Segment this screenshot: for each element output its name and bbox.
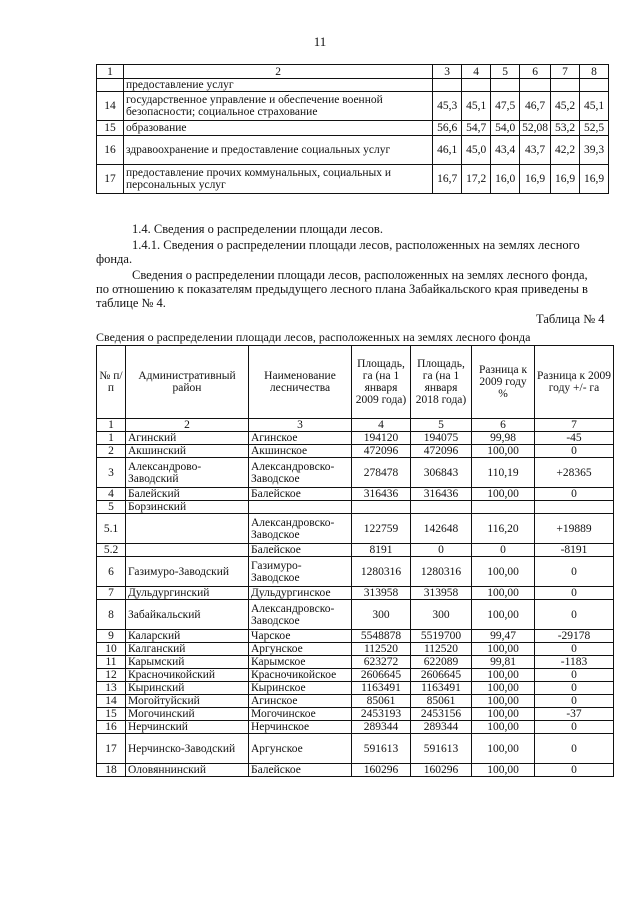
table-row <box>97 458 614 488</box>
table-row <box>97 682 614 695</box>
diff-pct-cell: 0 <box>472 544 535 557</box>
diff-pct-cell: 100,00 <box>472 587 535 600</box>
row-number: 15 <box>97 708 126 721</box>
diff-pct-cell: 100,00 <box>472 488 535 501</box>
header-diff-pct: Разница к 2009 году % <box>472 346 535 419</box>
diff-pct-cell: 100,00 <box>472 695 535 708</box>
district-cell: Калганский <box>126 643 249 656</box>
header-area-2009: Площадь, га (на 1 января 2009 года) <box>352 346 411 419</box>
area-2018-cell: 142648 <box>411 514 472 544</box>
row-number: 10 <box>97 643 126 656</box>
table-row <box>97 721 614 734</box>
table-row <box>97 445 614 458</box>
diff-ha-cell: -45 <box>535 432 614 445</box>
area-2009-cell: 289344 <box>352 721 411 734</box>
cell: 45,1 <box>580 92 609 121</box>
area-2018-cell: 313958 <box>411 587 472 600</box>
col-number: 2 <box>126 419 249 432</box>
paragraph-line: таблице № 4. <box>96 296 166 310</box>
row-label: предоставление прочих коммунальных, социальных и персональных услуг <box>124 165 433 194</box>
area-2009-cell: 316436 <box>352 488 411 501</box>
header-cell: 4 <box>462 65 491 79</box>
row-number: 2 <box>97 445 126 458</box>
area-2009-cell: 85061 <box>352 695 411 708</box>
row-label: здравоохранение и предоставление социальных услуг <box>124 136 433 165</box>
cell: 54,0 <box>491 121 520 136</box>
table-row <box>97 165 609 194</box>
row-number: 14 <box>97 92 124 121</box>
district-cell: Акшинский <box>126 445 249 458</box>
row-number: 18 <box>97 764 126 777</box>
area-2018-cell: 622089 <box>411 656 472 669</box>
row-number: 8 <box>97 600 126 630</box>
area-2009-cell <box>352 501 411 514</box>
table-row <box>97 121 609 136</box>
diff-ha-cell: 0 <box>535 721 614 734</box>
cell: 52,08 <box>520 121 551 136</box>
area-2018-cell: 112520 <box>411 643 472 656</box>
area-2009-cell: 300 <box>352 600 411 630</box>
district-cell: Красночикойский <box>126 669 249 682</box>
diff-ha-cell: 0 <box>535 600 614 630</box>
row-number: 5.2 <box>97 544 126 557</box>
table-row <box>97 432 614 445</box>
col-number: 6 <box>472 419 535 432</box>
table-row <box>97 708 614 721</box>
row-number: 17 <box>97 165 124 194</box>
forestry-cell: Чарское <box>249 630 352 643</box>
cell <box>491 79 520 92</box>
row-number: 5 <box>97 501 126 514</box>
col-number: 4 <box>352 419 411 432</box>
diff-pct-cell: 100,00 <box>472 721 535 734</box>
diff-pct-cell: 99,98 <box>472 432 535 445</box>
diff-pct-cell: 100,00 <box>472 557 535 587</box>
diff-ha-cell: 0 <box>535 445 614 458</box>
diff-ha-cell: -29178 <box>535 630 614 643</box>
row-number: 6 <box>97 557 126 587</box>
diff-pct-cell: 100,00 <box>472 445 535 458</box>
forestry-cell: Аргунское <box>249 734 352 764</box>
area-2018-cell: 1280316 <box>411 557 472 587</box>
table-row <box>97 695 614 708</box>
row-label: предоставление услуг <box>124 79 433 92</box>
header-forestry: Наименование лесничества <box>249 346 352 419</box>
paragraph-line: по отношению к показателям предыдущего лесного плана Забайкальского края приведены в <box>96 282 588 296</box>
district-cell: Борзинский <box>126 501 249 514</box>
cell: 53,2 <box>551 121 580 136</box>
area-2018-cell: 194075 <box>411 432 472 445</box>
cell: 46,7 <box>520 92 551 121</box>
area-2009-cell: 313958 <box>352 587 411 600</box>
diff-ha-cell: 0 <box>535 695 614 708</box>
row-number: 13 <box>97 682 126 695</box>
section-heading: 1.4. Сведения о распределении площади лесов. <box>132 222 383 236</box>
area-2009-cell: 112520 <box>352 643 411 656</box>
forestry-cell: Дульдургинское <box>249 587 352 600</box>
row-label: образование <box>124 121 433 136</box>
diff-ha-cell: +19889 <box>535 514 614 544</box>
row-number: 12 <box>97 669 126 682</box>
row-number: 16 <box>97 136 124 165</box>
table-row <box>97 79 609 92</box>
district-cell: Каларский <box>126 630 249 643</box>
area-2009-cell: 1280316 <box>352 557 411 587</box>
cell: 45,1 <box>462 92 491 121</box>
table-row <box>97 734 614 764</box>
diff-pct-cell <box>472 501 535 514</box>
area-2009-cell: 472096 <box>352 445 411 458</box>
district-cell <box>126 514 249 544</box>
row-number: 1 <box>97 432 126 445</box>
header-cell: 2 <box>124 65 433 79</box>
cell: 54,7 <box>462 121 491 136</box>
forestry-cell: Нерчинское <box>249 721 352 734</box>
district-cell: Нерчинский <box>126 721 249 734</box>
diff-pct-cell: 116,20 <box>472 514 535 544</box>
area-2018-cell: 5519700 <box>411 630 472 643</box>
cell: 43,4 <box>491 136 520 165</box>
table-row <box>97 630 614 643</box>
table-label: Таблица № 4 <box>536 312 605 326</box>
diff-pct-cell: 100,00 <box>472 669 535 682</box>
district-cell: Нерчинско-Заводский <box>126 734 249 764</box>
cell <box>433 79 462 92</box>
forestry-cell: Кыринское <box>249 682 352 695</box>
district-cell: Оловяннинский <box>126 764 249 777</box>
area-2018-cell: 160296 <box>411 764 472 777</box>
area-2009-cell: 1163491 <box>352 682 411 695</box>
diff-ha-cell: -1183 <box>535 656 614 669</box>
table-row <box>97 92 609 121</box>
area-2018-cell <box>411 501 472 514</box>
header-cell: 6 <box>520 65 551 79</box>
table-header-row <box>97 346 614 419</box>
diff-ha-cell: +28365 <box>535 458 614 488</box>
table-row <box>97 656 614 669</box>
cell: 47,5 <box>491 92 520 121</box>
district-cell: Могойтуйский <box>126 695 249 708</box>
area-2018-cell: 289344 <box>411 721 472 734</box>
row-number: 5.1 <box>97 514 126 544</box>
header-cell: 8 <box>580 65 609 79</box>
cell: 46,1 <box>433 136 462 165</box>
district-cell: Балейский <box>126 488 249 501</box>
forestry-cell: Красночикойское <box>249 669 352 682</box>
forestry-cell: Агинское <box>249 695 352 708</box>
area-2009-cell: 194120 <box>352 432 411 445</box>
table-row <box>97 544 614 557</box>
district-cell: Карымский <box>126 656 249 669</box>
cell: 56,6 <box>433 121 462 136</box>
row-number: 15 <box>97 121 124 136</box>
table-row <box>97 514 614 544</box>
cell: 17,2 <box>462 165 491 194</box>
forestry-cell: Карымское <box>249 656 352 669</box>
header-diff-ha: Разница к 2009 году +/- га <box>535 346 614 419</box>
diff-pct-cell: 110,19 <box>472 458 535 488</box>
diff-ha-cell: 0 <box>535 587 614 600</box>
table-row <box>97 669 614 682</box>
forestry-cell: Балейское <box>249 764 352 777</box>
forestry-cell: Газимуро-Заводское <box>249 557 352 587</box>
diff-ha-cell: 0 <box>535 488 614 501</box>
district-cell: Агинский <box>126 432 249 445</box>
row-number: 9 <box>97 630 126 643</box>
area-2009-cell: 122759 <box>352 514 411 544</box>
row-number: 14 <box>97 695 126 708</box>
area-2009-cell: 5548878 <box>352 630 411 643</box>
cell <box>462 79 491 92</box>
forestry-cell: Александровско-Заводское <box>249 458 352 488</box>
diff-pct-cell: 100,00 <box>472 643 535 656</box>
area-2018-cell: 85061 <box>411 695 472 708</box>
district-cell: Александрово-Заводский <box>126 458 249 488</box>
row-number <box>97 79 124 92</box>
diff-ha-cell <box>535 501 614 514</box>
page-number: 11 <box>313 34 327 49</box>
diff-pct-cell: 100,00 <box>472 708 535 721</box>
area-2009-cell: 2453193 <box>352 708 411 721</box>
row-number: 11 <box>97 656 126 669</box>
district-cell: Забайкальский <box>126 600 249 630</box>
area-2018-cell: 306843 <box>411 458 472 488</box>
header-area-2018: Площадь, га (на 1 января 2018 года) <box>411 346 472 419</box>
subsection-heading: 1.4.1. Сведения о распределении площади лесов, расположенных на землях лесного <box>132 238 580 252</box>
subsection-heading-cont: фонда. <box>96 252 133 266</box>
area-2018-cell: 300 <box>411 600 472 630</box>
area-2018-cell: 0 <box>411 544 472 557</box>
diff-ha-cell: 0 <box>535 557 614 587</box>
area-2018-cell: 2606645 <box>411 669 472 682</box>
cell: 16,9 <box>580 165 609 194</box>
diff-pct-cell: 100,00 <box>472 682 535 695</box>
area-2018-cell: 591613 <box>411 734 472 764</box>
header-cell: 3 <box>433 65 462 79</box>
diff-ha-cell: -37 <box>535 708 614 721</box>
header-cell: 1 <box>97 65 124 79</box>
diff-pct-cell: 99,81 <box>472 656 535 669</box>
cell <box>580 79 609 92</box>
col-number: 5 <box>411 419 472 432</box>
table-row <box>97 501 614 514</box>
table-row <box>97 488 614 501</box>
district-cell: Газимуро-Заводский <box>126 557 249 587</box>
paragraph-line: Сведения о распределении площади лесов, расположенных на землях лесного фонда, <box>132 268 588 282</box>
cell <box>520 79 551 92</box>
cell: 43,7 <box>520 136 551 165</box>
col-number: 7 <box>535 419 614 432</box>
area-2018-cell: 472096 <box>411 445 472 458</box>
diff-pct-cell: 100,00 <box>472 734 535 764</box>
cell: 16,9 <box>551 165 580 194</box>
diff-ha-cell: 0 <box>535 669 614 682</box>
table-row <box>97 136 609 165</box>
row-number: 3 <box>97 458 126 488</box>
header-num: № п/п <box>97 346 126 419</box>
col-number: 3 <box>249 419 352 432</box>
forestry-cell: Агинское <box>249 432 352 445</box>
table-row <box>97 557 614 587</box>
row-number: 16 <box>97 721 126 734</box>
diff-ha-cell: 0 <box>535 682 614 695</box>
diff-ha-cell: 0 <box>535 764 614 777</box>
table-header-row <box>97 65 609 79</box>
forestry-cell: Балейское <box>249 488 352 501</box>
cell: 16,7 <box>433 165 462 194</box>
row-number: 17 <box>97 734 126 764</box>
diff-pct-cell: 99,47 <box>472 630 535 643</box>
header-cell: 7 <box>551 65 580 79</box>
table-caption: Сведения о распределении площади лесов, расположенных на землях лесного фонда <box>96 330 531 344</box>
cell: 45,0 <box>462 136 491 165</box>
table-row <box>97 587 614 600</box>
area-2009-cell: 591613 <box>352 734 411 764</box>
forestry-cell: Могочинское <box>249 708 352 721</box>
area-2009-cell: 8191 <box>352 544 411 557</box>
diff-ha-cell: -8191 <box>535 544 614 557</box>
area-2009-cell: 623272 <box>352 656 411 669</box>
column-number-row <box>97 419 614 432</box>
cell: 39,3 <box>580 136 609 165</box>
area-2018-cell: 1163491 <box>411 682 472 695</box>
cell: 42,2 <box>551 136 580 165</box>
cell: 16,0 <box>491 165 520 194</box>
header-district: Административный район <box>126 346 249 419</box>
forestry-cell: Акшинское <box>249 445 352 458</box>
header-cell: 5 <box>491 65 520 79</box>
area-2009-cell: 160296 <box>352 764 411 777</box>
district-cell: Кыринский <box>126 682 249 695</box>
forestry-cell <box>249 501 352 514</box>
row-number: 4 <box>97 488 126 501</box>
table-row <box>97 600 614 630</box>
district-cell <box>126 544 249 557</box>
industry-table <box>96 64 609 194</box>
diff-pct-cell: 100,00 <box>472 764 535 777</box>
diff-ha-cell: 0 <box>535 643 614 656</box>
diff-ha-cell: 0 <box>535 734 614 764</box>
row-label: государственное управление и обеспечение военной безопасности; социальное страхование <box>124 92 433 121</box>
forestry-cell: Балейское <box>249 544 352 557</box>
cell: 52,5 <box>580 121 609 136</box>
row-number: 7 <box>97 587 126 600</box>
table-row <box>97 643 614 656</box>
area-2009-cell: 278478 <box>352 458 411 488</box>
cell: 45,3 <box>433 92 462 121</box>
district-cell: Дульдургинский <box>126 587 249 600</box>
diff-pct-cell: 100,00 <box>472 600 535 630</box>
col-number: 1 <box>97 419 126 432</box>
area-2009-cell: 2606645 <box>352 669 411 682</box>
cell: 45,2 <box>551 92 580 121</box>
forest-area-table <box>96 345 614 777</box>
area-2018-cell: 316436 <box>411 488 472 501</box>
forestry-cell: Александровско-Заводское <box>249 600 352 630</box>
cell: 16,9 <box>520 165 551 194</box>
forestry-cell: Александровско-Заводское <box>249 514 352 544</box>
table-row <box>97 764 614 777</box>
cell <box>551 79 580 92</box>
area-2018-cell: 2453156 <box>411 708 472 721</box>
district-cell: Могочинский <box>126 708 249 721</box>
forestry-cell: Аргунское <box>249 643 352 656</box>
